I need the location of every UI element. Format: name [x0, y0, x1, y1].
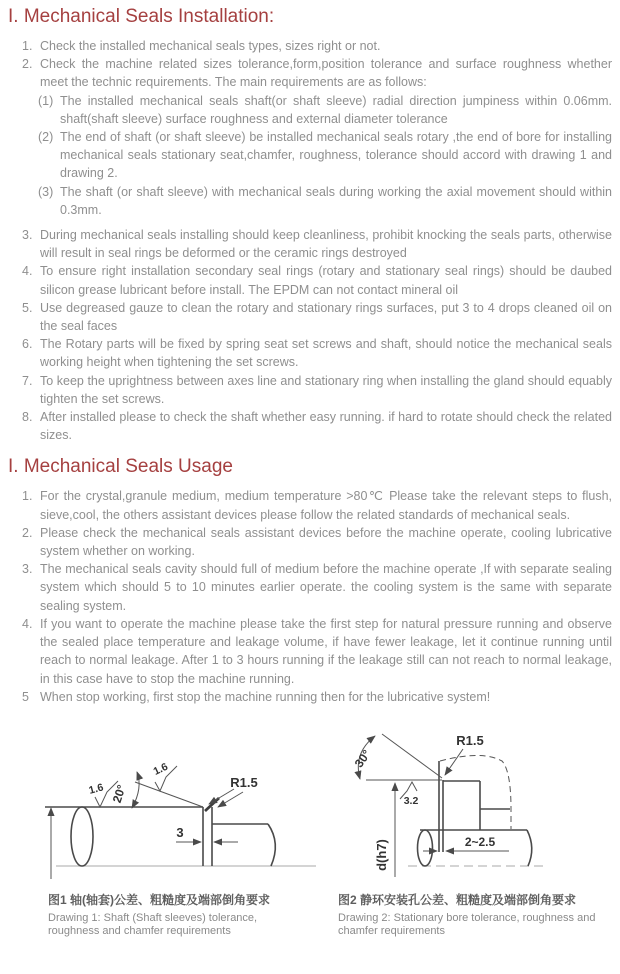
list-item	[22, 487, 612, 523]
drawing2-caption-en: Drawing 2: Stationary bore tolerance, roughness and chamfer requirements	[338, 911, 596, 937]
item-text: For the crystal,granule medium, medium temperature >80℃ Please take the relevant steps to flush, sieve,cool, the others assistant devices please follow the related standards of mechanical seals.	[40, 489, 612, 522]
d1-radius-label: R1.5	[230, 774, 258, 790]
item-text: The Rotary parts will be fixed by spring seat set screws and shaft, should notice the mechanical seals working height when tightening the set screws.	[40, 337, 612, 370]
item-text: Please check the mechanical seals assistant devices before the machine operate, cooling lubricative system whether on working.	[40, 525, 612, 559]
item-text: Check the installed mechanical seals types, sizes right or not.	[40, 39, 381, 53]
drawing1-caption-zh: 图1 轴(轴套)公差、粗糙度及端部倒角要求	[48, 892, 271, 907]
d2-roughness-label: 3.2	[403, 794, 419, 807]
item-number: 4.	[22, 264, 33, 279]
list-item	[22, 524, 612, 560]
list-item	[22, 226, 612, 262]
item-number: 6.	[22, 337, 33, 352]
item-number: 7.	[22, 373, 33, 388]
item-number: 5	[22, 689, 29, 704]
section2-title: I. Mechanical Seals Usage	[8, 456, 233, 478]
item-number: 8.	[22, 410, 33, 425]
item-text: Use degreased gauze to clean the rotary and stationary rings surfaces, put 3 to 4 drops cleaned oil on the seal faces	[40, 300, 612, 334]
item-number: 1.	[22, 39, 33, 53]
section1-title: I. Mechanical Seals Installation:	[8, 6, 275, 27]
item-number: (2)	[38, 130, 54, 145]
d2-radius-label: R1.5	[456, 732, 484, 748]
list-subitem	[38, 128, 612, 183]
drawing-1-shaft-chamfer	[30, 719, 320, 889]
list-item	[22, 299, 612, 335]
list-item	[22, 37, 612, 55]
item-text: The shaft (or shaft sleeve) with mechanical seals during working the axial movement should within 0.3mm.	[60, 184, 612, 217]
technical-drawings	[8, 719, 612, 938]
d2-diameter-label: d(h7)	[374, 839, 389, 871]
list-item	[22, 560, 612, 615]
item-number: 5.	[22, 300, 33, 315]
item-text: To keep the uprightness between axes line and stationary ring when installing the gland should equably tighten the set screws.	[40, 373, 612, 406]
item-number: 4.	[22, 616, 33, 631]
item-text: The installed mechanical seals shaft(or shaft sleeve) radial direction jumpiness within 0.06mm. shaft(shaft sleeve) surface roughness and external diameter tolerance	[60, 93, 612, 126]
installation-list	[22, 37, 612, 444]
list-item	[22, 335, 612, 371]
drawing-2-stationary-bore	[330, 719, 620, 889]
d2-angle-label: 30°	[351, 747, 374, 771]
item-text: The mechanical seals cavity should full of medium before the machine operate ,If with separate sealing system which should 5 to 10 minutes earlier operate. the cooling system is the same with separate sealing system.	[40, 562, 612, 613]
usage-list	[22, 487, 612, 705]
drawing2-caption-zh: 图2 静环安装孔公差、粗糙度及端部倒角要求	[338, 892, 577, 907]
item-number: 3.	[22, 562, 33, 577]
figure-drawing-2	[330, 719, 620, 938]
d1-roughness-top-label: 1.6	[87, 781, 105, 797]
d2-depth-label: 2~2.5	[464, 834, 496, 849]
list-item	[22, 408, 612, 444]
d1-width-label: 3	[176, 824, 184, 840]
list-item	[22, 55, 612, 91]
list-subitem	[38, 92, 612, 128]
list-item	[22, 615, 612, 688]
item-number: 2.	[22, 525, 33, 540]
item-number: 3.	[22, 228, 33, 243]
item-number: (3)	[38, 184, 54, 199]
item-text: To ensure right installation secondary seal rings (rotary and stationary seal rings) should be daubed silicon grease lubricant before install. The EPDM can not contact mineral oil	[40, 264, 612, 297]
list-subitem	[38, 183, 612, 219]
item-text: If you want to operate the machine please take the first step for natural pressure running and observe the sealed place temperature and leakage volume, if have fewer leakage, let it continue running until reach to normal leakage. After 1 to 3 hours running if the leakage still can not reach to normal leakage, in this case have to stop the machine running.	[40, 616, 612, 686]
list-item	[22, 688, 612, 706]
item-text: When stop working, first stop the machine running then for the lubricative system!	[40, 689, 491, 704]
item-text: Check the machine related sizes tolerance,form,position tolerance and surface roughness whether meet the technic requirements. The main requirements are as follows:	[40, 57, 612, 90]
list-item	[22, 372, 612, 408]
item-text: The end of shaft (or shaft sleeve) be installed mechanical seals rotary ,the end of bore for installing mechanical seals stationary seat,chamfer, roughness, tolerance should accord with drawing 1 and drawing 2.	[60, 130, 612, 181]
item-text: During mechanical seals installing should keep cleanliness, prohibit knocking the seals parts, otherwise will result in seal rings be deformed or the ceramic rings destroyed	[40, 228, 612, 261]
item-number: 2.	[22, 57, 33, 72]
d1-angle-label: 20°	[109, 782, 129, 805]
figure-drawing-1	[30, 719, 320, 938]
list-item	[22, 262, 612, 298]
d1-roughness-chamfer-label: 1.6	[151, 760, 170, 778]
item-number: (1)	[38, 93, 54, 108]
drawing1-caption-en: Drawing 1: Shaft (Shaft sleeves) tolerance, roughness and chamfer requirements	[48, 911, 258, 937]
item-number: 1.	[22, 489, 33, 504]
item-text: After installed please to check the shaft whether easy running. if hard to rotate should check the related sizes.	[40, 410, 612, 443]
